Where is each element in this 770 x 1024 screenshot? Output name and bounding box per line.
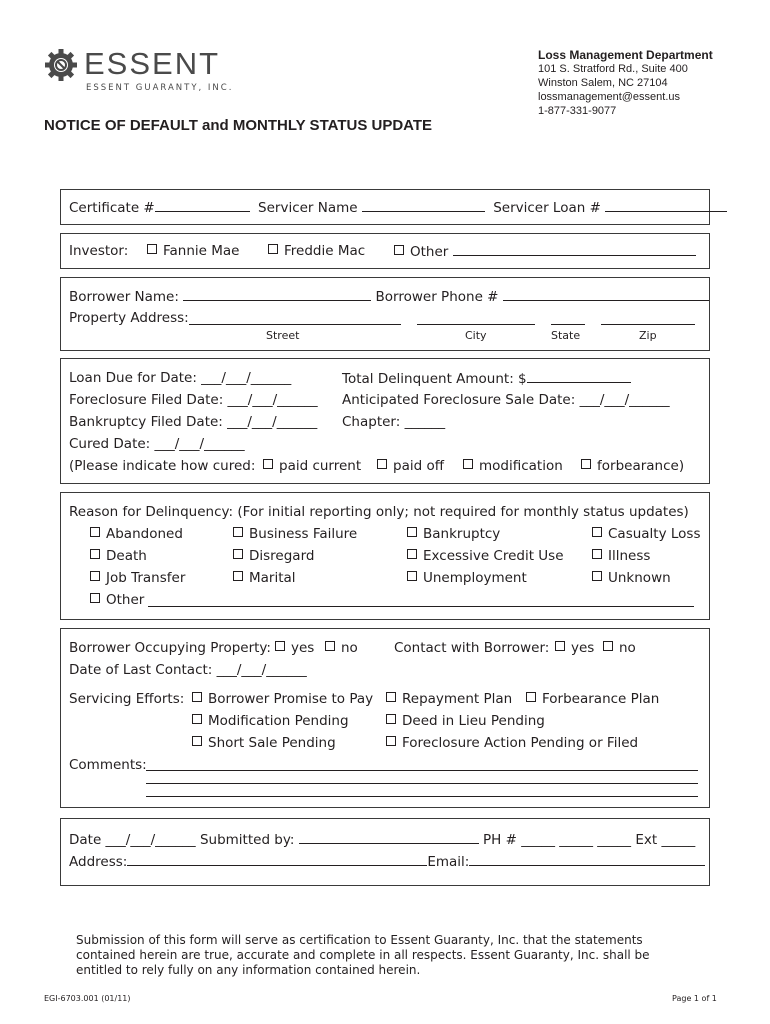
casualty-loss-label: Casualty Loss	[608, 526, 701, 542]
last-contact-date[interactable]: Date of Last Contact: ___/___/______	[69, 662, 307, 678]
phone-field[interactable]: PH # _____ _____ _____	[483, 832, 632, 848]
reason-other-checkbox[interactable]	[90, 593, 100, 603]
excessive-credit-label: Excessive Credit Use	[423, 548, 564, 564]
comments-line-1[interactable]	[146, 770, 698, 771]
deed-lieu-label: Deed in Lieu Pending	[402, 713, 545, 729]
page-number: Page 1 of 1	[672, 994, 717, 1003]
repayment-checkbox[interactable]	[386, 692, 396, 702]
short-sale-checkbox[interactable]	[192, 736, 202, 746]
state-caption: State	[551, 329, 581, 342]
occupying-no-checkbox[interactable]	[325, 641, 335, 651]
how-cured-label: (Please indicate how cured:	[69, 458, 256, 474]
forbearance-plan-label: Forbearance Plan	[542, 691, 660, 707]
unknown-label: Unknown	[608, 570, 671, 586]
investor-other-label: Other	[410, 244, 449, 260]
job-transfer-checkbox[interactable]	[90, 571, 100, 581]
borrower-phone-field[interactable]	[503, 288, 709, 301]
section-loan-dates	[60, 358, 710, 484]
comments-line-2[interactable]	[146, 783, 698, 784]
foreclosure-action-checkbox[interactable]	[386, 736, 396, 746]
investor-other-field[interactable]	[453, 243, 696, 256]
section-delinquency-reason	[60, 492, 710, 620]
marital-checkbox[interactable]	[233, 571, 243, 581]
promise-checkbox[interactable]	[192, 692, 202, 702]
death-label: Death	[106, 548, 147, 564]
freddie-mac-checkbox[interactable]	[268, 244, 278, 254]
servicer-name-field[interactable]	[362, 199, 485, 212]
section-identification	[60, 189, 710, 225]
section-servicing	[60, 628, 710, 808]
paid-off-checkbox[interactable]	[377, 459, 387, 469]
certificate-field[interactable]	[155, 199, 250, 212]
casualty-loss-checkbox[interactable]	[592, 527, 602, 537]
email-field[interactable]	[469, 853, 705, 866]
servicer-name-label: Servicer Name	[258, 200, 358, 216]
contact-yes-checkbox[interactable]	[555, 641, 565, 651]
foreclosure-action-label: Foreclosure Action Pending or Filed	[402, 735, 639, 751]
submit-date[interactable]: Date ___/___/______	[69, 832, 196, 848]
repayment-label: Repayment Plan	[402, 691, 513, 707]
cured-date[interactable]: Cured Date: ___/___/______	[69, 436, 245, 452]
section-investor	[60, 233, 710, 269]
servicer-loan-label: Servicer Loan #	[493, 200, 601, 216]
reason-heading: Reason for Delinquency: (For initial reporting only; not required for monthly status updates)	[69, 504, 689, 520]
borrower-name-label: Borrower Name:	[69, 289, 179, 305]
business-failure-label: Business Failure	[249, 526, 358, 542]
paid-current-checkbox[interactable]	[263, 459, 273, 469]
investor-other-checkbox[interactable]	[394, 245, 404, 255]
email-label: Email:	[427, 854, 470, 870]
submitted-by-label: Submitted by:	[199, 832, 295, 848]
abandoned-label: Abandoned	[106, 526, 183, 542]
form-number: EGI-6703.001 (01/11)	[44, 994, 131, 1003]
zip-caption: Zip	[639, 329, 657, 342]
logo-subtext: ESSENT GUARANTY, INC.	[86, 83, 234, 93]
form-title: NOTICE OF DEFAULT and MONTHLY STATUS UPDATE	[44, 117, 433, 134]
promise-label: Borrower Promise to Pay	[208, 691, 374, 707]
death-checkbox[interactable]	[90, 549, 100, 559]
property-address-label: Property Address:	[69, 310, 189, 326]
logo	[44, 46, 234, 96]
ext-field[interactable]: Ext _____	[635, 832, 696, 848]
modification-checkbox[interactable]	[463, 459, 473, 469]
reason-other-field[interactable]	[148, 606, 694, 607]
abandoned-checkbox[interactable]	[90, 527, 100, 537]
short-sale-label: Short Sale Pending	[208, 735, 336, 751]
borrower-name-field[interactable]	[183, 288, 371, 301]
marital-label: Marital	[249, 570, 296, 586]
disregard-label: Disregard	[249, 548, 315, 564]
department-block	[538, 48, 713, 118]
occupying-no-label: no	[341, 640, 358, 656]
street-field[interactable]	[189, 324, 401, 325]
forbearance-plan-checkbox[interactable]	[526, 692, 536, 702]
total-delinquent-field[interactable]	[527, 370, 631, 383]
illness-label: Illness	[608, 548, 651, 564]
excessive-credit-checkbox[interactable]	[407, 549, 417, 559]
contact-no-label: no	[619, 640, 636, 656]
modification-label: modification	[479, 458, 563, 474]
city-caption: City	[465, 329, 487, 342]
reason-other-label: Other	[106, 592, 145, 608]
modification-pending-checkbox[interactable]	[192, 714, 202, 724]
forbearance-label: forbearance)	[597, 458, 685, 474]
forbearance-checkbox[interactable]	[581, 459, 591, 469]
dept-email: lossmanagement@essent.us	[538, 91, 681, 103]
job-transfer-label: Job Transfer	[106, 570, 186, 586]
section-borrower	[60, 277, 710, 351]
section-submission	[60, 818, 710, 886]
street-caption: Street	[266, 329, 300, 342]
contact-no-checkbox[interactable]	[603, 641, 613, 651]
contact-yes-label: yes	[571, 640, 595, 656]
logo-text: ESSENT	[84, 46, 221, 81]
paid-off-label: paid off	[393, 458, 445, 474]
dept-phone: 1-877-331-9077	[538, 105, 617, 117]
unemployment-label: Unemployment	[423, 570, 527, 586]
anticipated-sale-date[interactable]: Anticipated Foreclosure Sale Date: ___/___/______	[342, 392, 670, 408]
total-delinquent-label: Total Delinquent Amount: $	[342, 371, 527, 387]
disregard-checkbox[interactable]	[233, 549, 243, 559]
fannie-mae-label: Fannie Mae	[163, 243, 240, 259]
city-field[interactable]	[417, 324, 535, 325]
borrower-phone-label: Borrower Phone #	[375, 289, 499, 305]
foreclosure-filed-date[interactable]: Foreclosure Filed Date: ___/___/______	[69, 392, 318, 408]
unemployment-checkbox[interactable]	[407, 571, 417, 581]
unknown-checkbox[interactable]	[592, 571, 602, 581]
zip-field[interactable]	[601, 324, 695, 325]
occupying-yes-label: yes	[291, 640, 315, 656]
state-field[interactable]	[551, 324, 585, 325]
occupying-yes-checkbox[interactable]	[275, 641, 285, 651]
comments-line-3[interactable]	[146, 796, 698, 797]
investor-label: Investor:	[69, 243, 129, 259]
illness-checkbox[interactable]	[592, 549, 602, 559]
bankruptcy-checkbox[interactable]	[407, 527, 417, 537]
freddie-mac-label: Freddie Mac	[284, 243, 366, 259]
deed-lieu-checkbox[interactable]	[386, 714, 396, 724]
business-failure-checkbox[interactable]	[233, 527, 243, 537]
comments-label: Comments:	[69, 757, 147, 773]
bankruptcy-label: Bankruptcy	[423, 526, 501, 542]
chapter-field[interactable]: Chapter: ______	[342, 414, 446, 430]
gear-logo-icon	[44, 48, 78, 82]
paid-current-label: paid current	[279, 458, 362, 474]
bankruptcy-filed-date[interactable]: Bankruptcy Filed Date: ___/___/______	[69, 414, 318, 430]
address-label: Address:	[69, 854, 128, 870]
address-field[interactable]	[127, 853, 427, 866]
certification-text: Submission of this form will serve as certification to Essent Guaranty, Inc. that the statements contained herein are true, accurate and complete in all respects. Essent Guaranty, Inc. shall be entitled to rely fully on any information contained herein.	[76, 933, 650, 977]
dept-address-2: Winston Salem, NC 27104	[538, 77, 668, 89]
servicing-label: Servicing Efforts:	[69, 691, 185, 707]
dept-address-1: 101 S. Stratford Rd., Suite 400	[538, 63, 688, 75]
submitted-by-field[interactable]	[299, 831, 479, 844]
modification-pending-label: Modification Pending	[208, 713, 349, 729]
occupying-label: Borrower Occupying Property:	[69, 640, 271, 656]
contact-label: Contact with Borrower:	[394, 640, 550, 656]
certificate-label: Certificate #	[69, 200, 155, 216]
loan-due-date[interactable]: Loan Due for Date: ___/___/______	[69, 370, 292, 386]
servicer-loan-field[interactable]	[605, 199, 727, 212]
dept-title: Loss Management Department	[538, 48, 713, 62]
fannie-mae-checkbox[interactable]	[147, 244, 157, 254]
